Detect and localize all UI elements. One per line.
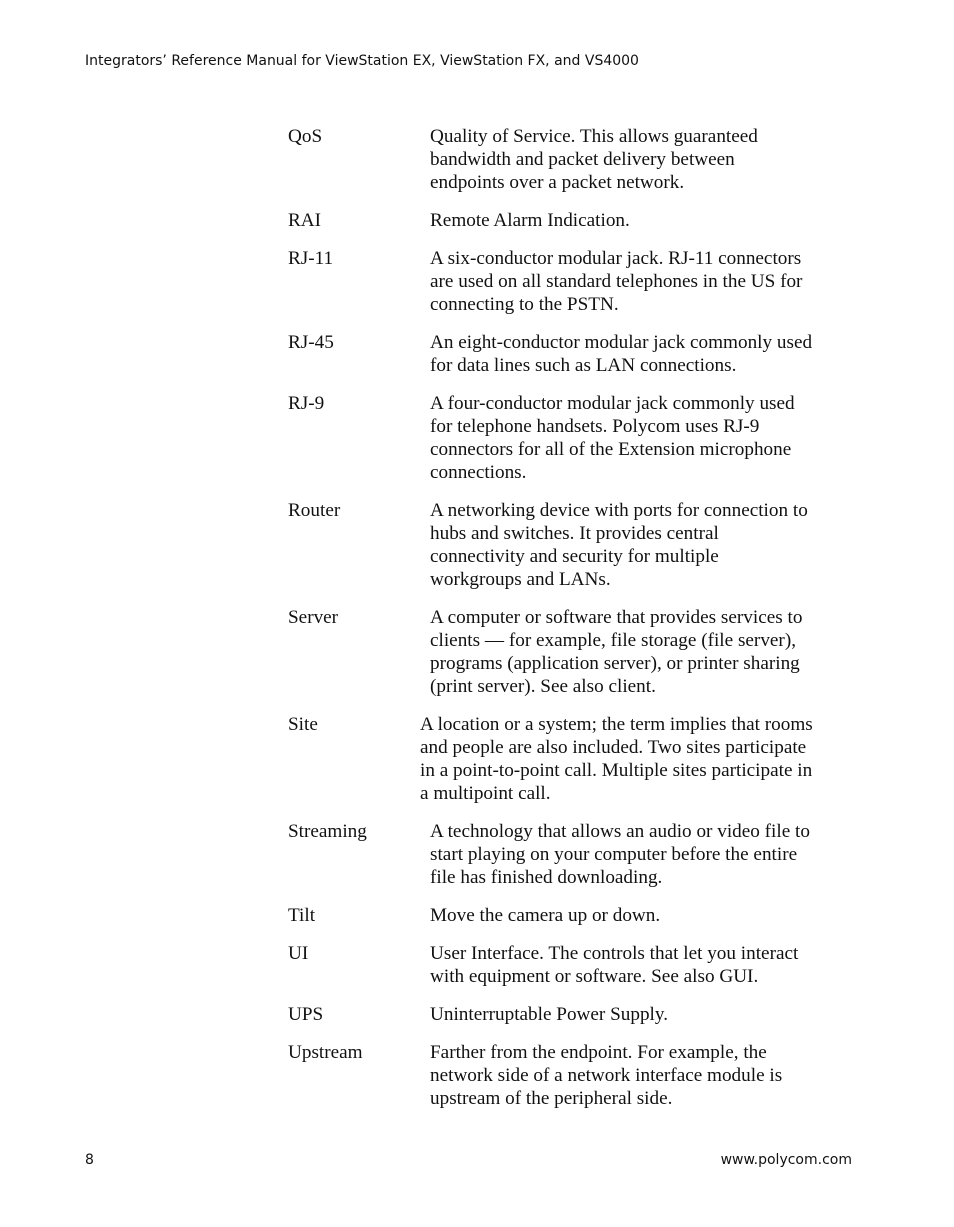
glossary-term: Server [288, 607, 339, 628]
glossary-term: Streaming [288, 821, 367, 842]
glossary-term: Site [288, 714, 318, 735]
definition-line: a multipoint call. [420, 783, 551, 804]
definition-line: A computer or software that provides services to [430, 607, 803, 628]
glossary-entry [288, 331, 858, 377]
definition-line: network side of a network interface module is [430, 1065, 783, 1086]
glossary-term: QoS [288, 126, 323, 147]
definition-line: for data lines such as LAN connections. [430, 355, 737, 376]
glossary-definition [430, 247, 850, 316]
glossary-definition [430, 942, 850, 988]
glossary-entry [288, 1003, 858, 1026]
definition-line: upstream of the peripheral side. [430, 1088, 673, 1109]
glossary-term: UPS [288, 1004, 324, 1025]
glossary-definition [430, 392, 850, 484]
glossary-entry [288, 713, 858, 805]
footer-url: www.polycom.com [720, 1152, 852, 1168]
definition-line: connectivity and security for multiple [430, 546, 719, 567]
glossary-term: RJ-45 [288, 332, 334, 353]
glossary-definition [430, 125, 850, 194]
glossary-definition [430, 209, 850, 232]
glossary-definition [430, 331, 850, 377]
glossary-entry [288, 942, 858, 988]
definition-line: A technology that allows an audio or video file to [430, 821, 810, 842]
definition-line: Uninterruptable Power Supply. [430, 1004, 669, 1025]
definition-line: for telephone handsets. Polycom uses RJ-9 [430, 416, 760, 437]
glossary-definition [420, 713, 852, 805]
definition-line: connectors for all of the Extension microphone [430, 439, 792, 460]
glossary-term: UI [288, 943, 309, 964]
definition-line: (print server). See also client. [430, 676, 656, 697]
page-number: 8 [85, 1152, 94, 1168]
definition-line: with equipment or software. See also GUI. [430, 966, 759, 987]
glossary-definition [430, 904, 850, 927]
glossary-entry [288, 606, 858, 698]
definition-line: User Interface. The controls that let you interact [430, 943, 799, 964]
glossary-entry [288, 247, 858, 316]
glossary-entry [288, 125, 858, 194]
definition-line: A networking device with ports for connection to [430, 500, 808, 521]
definition-line: endpoints over a packet network. [430, 172, 685, 193]
definition-line: A six-conductor modular jack. RJ-11 connectors [430, 248, 802, 269]
glossary-entry [288, 209, 858, 232]
glossary-entry [288, 1041, 858, 1110]
glossary-definition [430, 606, 850, 698]
running-header: Integrators’ Reference Manual for ViewStation EX, ViewStation FX, and VS4000 [85, 53, 639, 69]
glossary-definition [430, 499, 850, 591]
page-footer [85, 1151, 852, 1169]
glossary-entry [288, 820, 858, 889]
definition-line: programs (application server), or printer sharing [430, 653, 800, 674]
definition-line: An eight-conductor modular jack commonly used [430, 332, 813, 353]
glossary-definition [430, 820, 850, 889]
definition-line: file has finished downloading. [430, 867, 663, 888]
definition-line: hubs and switches. It provides central [430, 523, 719, 544]
definition-line: connections. [430, 462, 527, 483]
definition-line: Move the camera up or down. [430, 905, 661, 926]
definition-line: connecting to the PSTN. [430, 294, 619, 315]
glossary-entry [288, 904, 858, 927]
definition-line: bandwidth and packet delivery between [430, 149, 735, 170]
definition-line: Remote Alarm Indication. [430, 210, 630, 231]
glossary-term: Tilt [288, 905, 316, 926]
glossary-definition [430, 1003, 850, 1026]
definition-line: A location or a system; the term implies that rooms [420, 714, 813, 735]
glossary-entry [288, 499, 858, 591]
definition-line: clients — for example, file storage (file server), [430, 630, 797, 651]
glossary-term: Router [288, 500, 341, 521]
definition-line: A four-conductor modular jack commonly used [430, 393, 795, 414]
glossary-term: RJ-11 [288, 248, 334, 269]
glossary-term: RAI [288, 210, 322, 231]
glossary-entry [288, 392, 858, 484]
definition-line: Quality of Service. This allows guaranteed [430, 126, 758, 147]
definition-line: start playing on your computer before the entire [430, 844, 798, 865]
definition-line: and people are also included. Two sites participate [420, 737, 807, 758]
glossary-list [288, 125, 858, 1125]
definition-line: Farther from the endpoint. For example, the [430, 1042, 767, 1063]
definition-line: workgroups and LANs. [430, 569, 611, 590]
definition-line: in a point-to-point call. Multiple sites participate in [420, 760, 813, 781]
glossary-term: Upstream [288, 1042, 363, 1063]
glossary-definition [430, 1041, 850, 1110]
definition-line: are used on all standard telephones in the US for [430, 271, 803, 292]
glossary-term: RJ-9 [288, 393, 325, 414]
